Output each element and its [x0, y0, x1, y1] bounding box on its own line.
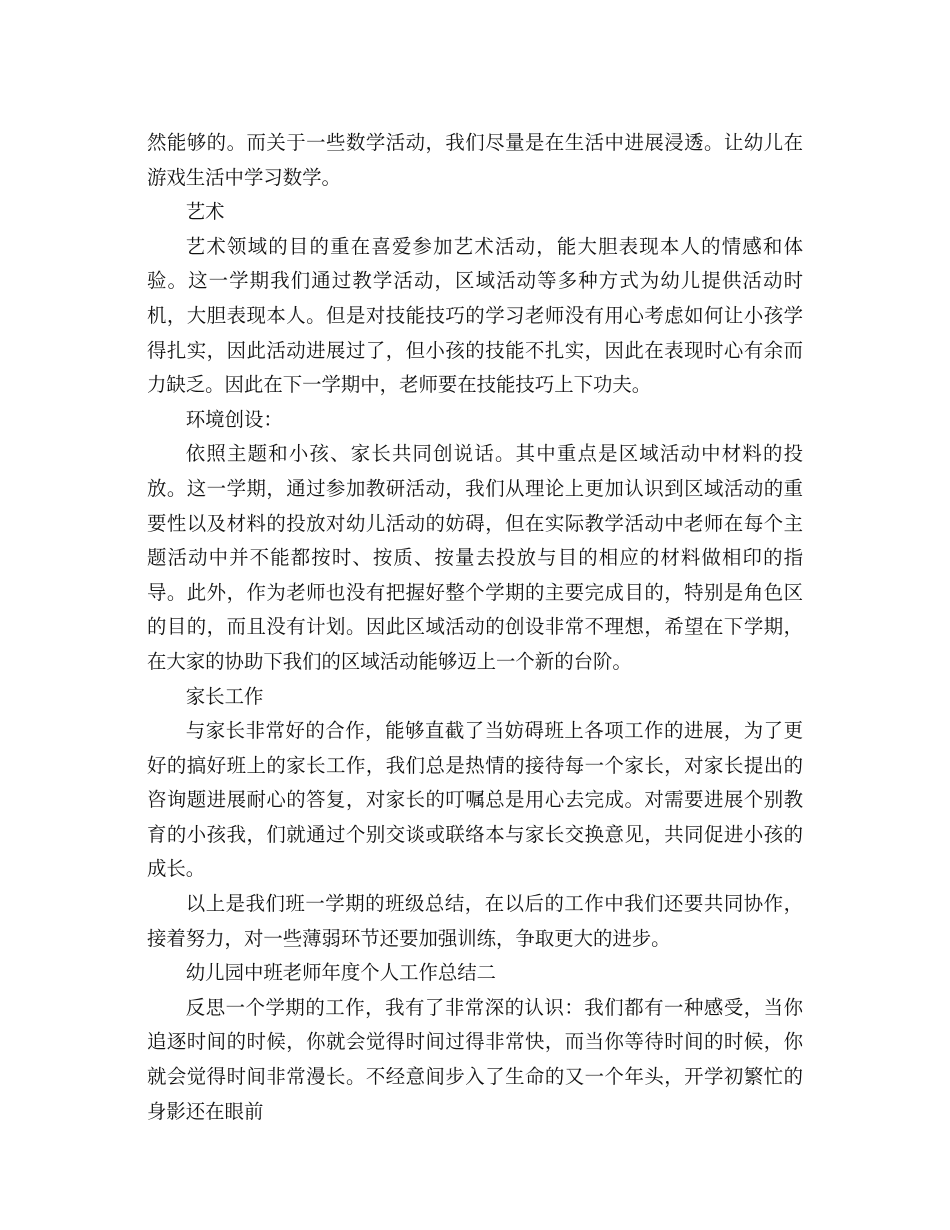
paragraph-environment: 依照主题和小孩、家长共同创说话。其中重点是区域活动中材料的投放。这一学期，通过参加教研活动，我们从理论上更加认识到区域活动的重要性以及材料的投放对幼儿活动的妨碍，但在实际教学活动中老师在每个主题活动中并不能都按时、按质、按量去投放与目的相应的材料做相印的指导。此外，作为老师也没有把握好整个学期的主要完成目的，特别是角色区的目的，而且没有计划。因此区域活动的创设非常不理想，希望在下学期，在大家的协助下我们的区域活动能够迈上一个新的台阶。: [147, 442, 803, 673]
paragraph-art: 艺术领域的目的重在喜爱参加艺术活动，能大胆表现本人的情感和体验。这一学期我们通过教学活动，区域活动等多种方式为幼儿提供活动时机，大胆表现本人。但是对技能技巧的学习老师没有用心考虑如何让小孩学得扎实，因此活动进展过了，但小孩的技能不扎实，因此在表现时心有余而力缺乏。因此在下一学期中，老师要在技能技巧上下功夫。: [147, 234, 803, 397]
document-body: [147, 126, 803, 1129]
paragraph-math-continued: 然能够的。而关于一些数学活动，我们尽量是在生活中进展浸透。让幼儿在游戏生活中学习数学。: [147, 131, 803, 189]
heading-summary-two: 幼儿园中班老师年度个人工作总结二: [185, 961, 497, 985]
heading-parent-work: 家长工作: [185, 684, 264, 708]
heading-environment: 环境创设：: [185, 407, 283, 431]
paragraph-parent-work: 与家长非常好的合作，能够直截了当妨碍班上各项工作的进展，为了更好的搞好班上的家长工作，我们总是热情的接待每一个家长，对家长提出的咨询题进展耐心的答复，对家长的叮嘱总是用心去完成。对需要进展个别教育的小孩我，们就通过个别交谈或联络本与家长交换意见，共同促进小孩的成长。: [147, 719, 803, 881]
heading-art: 艺术: [185, 200, 225, 224]
paragraph-reflection: 反思一个学期的工作，我有了非常深的认识：我们都有一种感受，当你追逐时间的时候，你就会觉得时间过得非常快，而当你等待时间的时候，你就会觉得时间非常漫长。不经意间步入了生命的又一个年头，开学初繁忙的身影还在眼前: [147, 995, 803, 1123]
paragraph-conclusion: 以上是我们班一学期的班级总结，在以后的工作中我们还要共同协作，接着努力，对一些薄弱环节还要加强训练，争取更大的进步。: [147, 892, 803, 950]
